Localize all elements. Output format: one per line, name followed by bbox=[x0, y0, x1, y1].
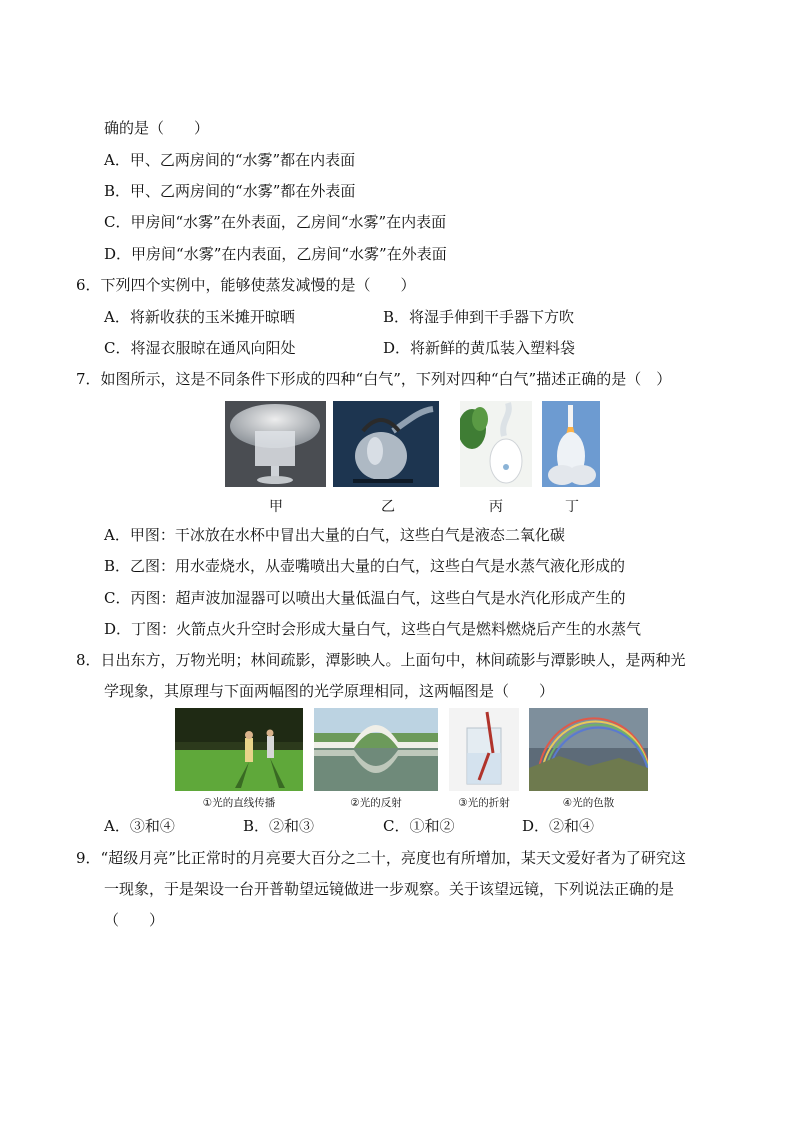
q7-caption-jia: 甲 bbox=[269, 499, 283, 515]
rainbow-photo bbox=[529, 708, 648, 791]
q8-option-b: B．②和③ bbox=[243, 817, 315, 835]
arch-bridge-photo bbox=[314, 708, 438, 791]
q8-caption-3: ③光的折射 bbox=[458, 797, 510, 809]
q8-caption-2: ②光的反射 bbox=[350, 797, 402, 809]
refraction-glass-photo bbox=[449, 708, 519, 791]
q8-caption-1: ①光的直线传播 bbox=[202, 797, 276, 809]
q5-option-c: C．甲房间“水雾”在外表面，乙房间“水雾”在内表面 bbox=[104, 213, 447, 231]
q8-option-d: D．②和④ bbox=[522, 817, 595, 835]
q8-caption-4: ④光的色散 bbox=[562, 797, 615, 809]
q9-line1: 9．“超级月亮”比正常时的月亮要大百分之二十，亮度也有所增加，某天文爱好者为了研究这 bbox=[76, 849, 686, 867]
q8-option-c: C．①和② bbox=[383, 817, 455, 835]
q5-stem-tail: 确的是（ ） bbox=[104, 119, 210, 137]
shadow-field-photo bbox=[175, 708, 303, 791]
q7-option-b: B．乙图：用水壶烧水，从壶嘴喷出大量的白气，这些白气是水蒸气液化形成的 bbox=[104, 557, 626, 575]
q7-option-c: C．丙图：超声波加湿器可以喷出大量低温白气，这些白气是水汽化形成产生的 bbox=[104, 589, 626, 607]
q7-caption-ding: 丁 bbox=[565, 499, 579, 515]
q7-stem: 7．如图所示，这是不同条件下形成的四种“白气”，下列对四种“白气”描述正确的是（ ） bbox=[76, 370, 672, 388]
kettle-photo bbox=[333, 401, 439, 487]
q9-line3: （ ） bbox=[104, 911, 165, 929]
q5-option-b: B．甲、乙两房间的“水雾”都在外表面 bbox=[104, 182, 356, 200]
q6-option-d: D．将新鲜的黄瓜装入塑料袋 bbox=[383, 339, 576, 357]
q7-caption-yi: 乙 bbox=[381, 499, 395, 515]
q8-stem-line2: 学现象，其原理与下面两幅图的光学原理相同，这两幅图是（ ） bbox=[104, 682, 555, 700]
q6-option-a: A．将新收获的玉米摊开晾晒 bbox=[104, 308, 295, 326]
q6-option-b: B．将湿手伸到干手器下方吹 bbox=[383, 308, 575, 326]
q7-option-d: D．丁图：火箭点火升空时会形成大量白气，这些白气是燃料燃烧后产生的水蒸气 bbox=[104, 620, 642, 638]
q7-caption-bing: 丙 bbox=[489, 499, 503, 515]
dry-ice-cup-photo bbox=[225, 401, 326, 487]
rocket-launch-photo bbox=[542, 401, 600, 487]
q5-option-a: A．甲、乙两房间的“水雾”都在内表面 bbox=[104, 151, 356, 169]
q8-stem-line1: 8．日出东方，万物光明；林间疏影，潭影映人。上面句中，林间疏影与潭影映人，是两种光 bbox=[76, 651, 686, 669]
humidifier-photo bbox=[460, 401, 532, 487]
q7-option-a: A．甲图：干冰放在水杯中冒出大量的白气，这些白气是液态二氧化碳 bbox=[104, 526, 565, 544]
q9-line2: 一现象，于是架设一台开普勒望远镜做进一步观察。关于该望远镜，下列说法正确的是 bbox=[104, 880, 675, 898]
q6-stem: 6．下列四个实例中，能够使蒸发减慢的是（ ） bbox=[76, 276, 416, 294]
q6-option-c: C．将湿衣服晾在通风向阳处 bbox=[104, 339, 296, 357]
q8-option-a: A．③和④ bbox=[104, 817, 175, 835]
q5-option-d: D．甲房间“水雾”在内表面，乙房间“水雾”在外表面 bbox=[104, 245, 447, 263]
